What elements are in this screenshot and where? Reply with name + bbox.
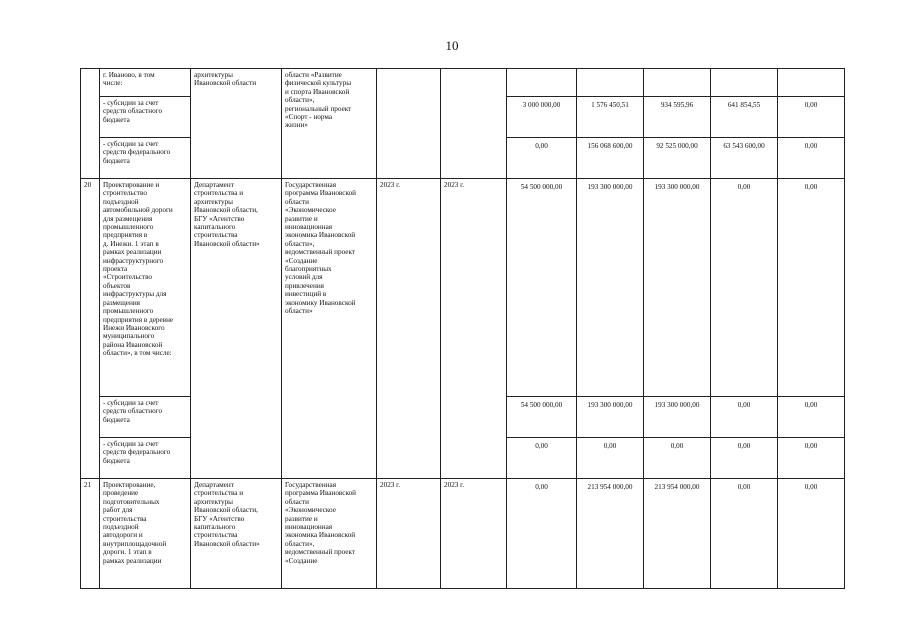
subsidy-amount-4-text: 0,00 [737, 401, 751, 409]
project-name [100, 69, 191, 97]
start-year [377, 479, 441, 589]
subsidy-amount-1 [507, 138, 577, 179]
subsidy-amount-3 [644, 397, 711, 438]
subsidy-label [100, 438, 191, 479]
subsidy-amount-4-text: 641 854,55 [727, 101, 761, 109]
subsidy-amount-5-text: 0,00 [804, 101, 818, 109]
executor [191, 179, 282, 479]
executor [191, 69, 282, 179]
executor [191, 479, 282, 589]
table-row [81, 479, 845, 589]
start-year-text: 2023 г. [380, 481, 401, 489]
amount-total-4-text: 0,00 [737, 183, 751, 191]
subsidy-label-text: - субсидии за счет средств федерального бюджета [103, 440, 171, 465]
amount-total-5-text: 0,00 [804, 483, 818, 491]
end-year-text: 2023 г. [444, 481, 465, 489]
subsidy-amount-5 [778, 438, 845, 479]
project-name-text: Проектирование и строительство подъездной автомобильной дороги для размещения промышленного предприятия в д. Инежи. 1 этап в рамках реализации инфраструктурного проекта «Строительство объектов инфраструктуры для размещения промышленного предприятия в деревне Инежи Ивановского муниципального района Ивановской области», в том числе: [103, 181, 174, 358]
amount-total-2-text: 213 954 000,00 [587, 483, 633, 491]
program [282, 69, 377, 179]
subsidy-amount-1 [507, 438, 577, 479]
subsidy-amount-1-text: 3 000 000,00 [522, 101, 561, 109]
amount-total-4 [711, 479, 778, 589]
subsidy-amount-2-text: 193 300 000,00 [587, 401, 633, 409]
subsidy-amount-2-text: 0,00 [603, 442, 617, 450]
subsidy-label [100, 397, 191, 438]
project-name [100, 479, 191, 589]
amount-total-4 [711, 179, 778, 397]
end-year [441, 479, 507, 589]
amount-total-2 [577, 69, 644, 97]
row-number [81, 179, 100, 479]
amount-total-1-text: 0,00 [535, 483, 548, 491]
program [282, 479, 377, 589]
subsidy-amount-1-text: 0,00 [535, 442, 548, 450]
subsidy-amount-4 [711, 438, 778, 479]
subsidy-label-text: - субсидии за счет средств областного бюджета [103, 399, 163, 424]
amount-total-5 [778, 69, 845, 97]
amount-total-4-text: 0,00 [737, 483, 751, 491]
subsidy-amount-5-text: 0,00 [804, 442, 818, 450]
amount-total-1 [507, 479, 577, 589]
executor-text: архитектуры Ивановской области [194, 71, 257, 88]
subsidy-amount-5 [778, 97, 845, 138]
subsidy-amount-1 [507, 97, 577, 138]
executor-text: Департамент строительства и архитектуры Ивановской области, БГУ «Агентство капитального строительства Ивановской области» [194, 481, 260, 548]
amount-total-2 [577, 479, 644, 589]
subsidy-amount-2 [577, 397, 644, 438]
project-name-text: г. Иваново, в том числе: [103, 71, 155, 88]
subsidy-amount-2-text: 1 576 450,51 [591, 101, 629, 109]
subsidy-amount-4 [711, 397, 778, 438]
subsidy-amount-1-text: 0,00 [535, 142, 548, 150]
executor-text: Департамент строительства и архитектуры Ивановской области, БГУ «Агентство капитального строительства Ивановской области» [194, 181, 260, 248]
end-year [441, 179, 507, 479]
main-table [80, 68, 845, 589]
amount-total-3 [644, 69, 711, 97]
subsidy-amount-3-text: 934 595,96 [660, 101, 694, 109]
subsidy-amount-5 [778, 138, 845, 179]
subsidy-amount-4 [711, 138, 778, 179]
row-number-text: 20 [84, 181, 92, 189]
start-year-text: 2023 г. [380, 181, 401, 189]
subsidy-label [100, 97, 191, 138]
row-number-text: 21 [84, 481, 92, 489]
subsidy-amount-3 [644, 138, 711, 179]
start-year [377, 69, 441, 179]
program-text: области «Развитие физической культуры и спорта Ивановской области», региональный проект «Спорт - норма жизни» [285, 71, 352, 130]
subsidy-label-text: - субсидии за счет средств федерального бюджета [103, 140, 171, 165]
subsidy-label-text: - субсидии за счет средств областного бюджета [103, 99, 163, 124]
end-year [441, 69, 507, 179]
amount-total-3 [644, 179, 711, 397]
amount-total-3 [644, 479, 711, 589]
project-name [100, 179, 191, 397]
amount-total-1-text: 54 500 000,00 [520, 183, 563, 191]
subsidy-amount-5-text: 0,00 [804, 401, 818, 409]
subsidy-amount-4-text: 63 543 600,00 [723, 142, 765, 150]
amount-total-4 [711, 69, 778, 97]
program-text: Государственная программа Ивановской области «Экономическое развитие и инновационная экономика Ивановской области», ведомственный проект «Создание [285, 481, 357, 565]
subsidy-amount-2-text: 156 068 600,00 [587, 142, 633, 150]
subsidy-amount-3 [644, 438, 711, 479]
program [282, 179, 377, 479]
table-row [81, 69, 845, 97]
subsidy-amount-2 [577, 97, 644, 138]
project-name-text: Проектирование, проведение подготовительных работ для строительства подъездной автодороги и внутриплощадочной дороги. 1 этап в рамках реализации [103, 481, 167, 565]
amount-total-5 [778, 479, 845, 589]
row-number [81, 69, 100, 179]
subsidy-amount-3 [644, 97, 711, 138]
subsidy-amount-4 [711, 97, 778, 138]
amount-total-1 [507, 179, 577, 397]
program-text: Государственная программа Ивановской области «Экономическое развитие и инновационная экономика Ивановской области», ведомственный проект «Создание благоприятных условий для привлечения инвестиций в экономику Ивановской области» [285, 181, 357, 316]
page-number: 10 [445, 38, 459, 53]
subsidy-amount-4-text: 0,00 [737, 442, 751, 450]
amount-total-2-text: 193 300 000,00 [587, 183, 633, 191]
subsidy-amount-3-text: 193 300 000,00 [654, 401, 700, 409]
row-number [81, 479, 100, 589]
subsidy-amount-3-text: 0,00 [670, 442, 684, 450]
subsidy-amount-1-text: 54 500 000,00 [520, 401, 563, 409]
amount-total-3-text: 213 954 000,00 [654, 483, 700, 491]
subsidy-amount-3-text: 92 525 000,00 [656, 142, 698, 150]
subsidy-amount-2 [577, 138, 644, 179]
end-year-text: 2023 г. [444, 181, 465, 189]
amount-total-1 [507, 69, 577, 97]
subsidy-amount-5-text: 0,00 [804, 142, 818, 150]
amount-total-2 [577, 179, 644, 397]
amount-total-5 [778, 179, 845, 397]
subsidy-amount-5 [778, 397, 845, 438]
amount-total-5-text: 0,00 [804, 183, 818, 191]
subsidy-amount-1 [507, 397, 577, 438]
start-year [377, 179, 441, 479]
table-row [81, 179, 845, 397]
subsidy-amount-2 [577, 438, 644, 479]
amount-total-3-text: 193 300 000,00 [654, 183, 700, 191]
subsidy-label [100, 138, 191, 179]
